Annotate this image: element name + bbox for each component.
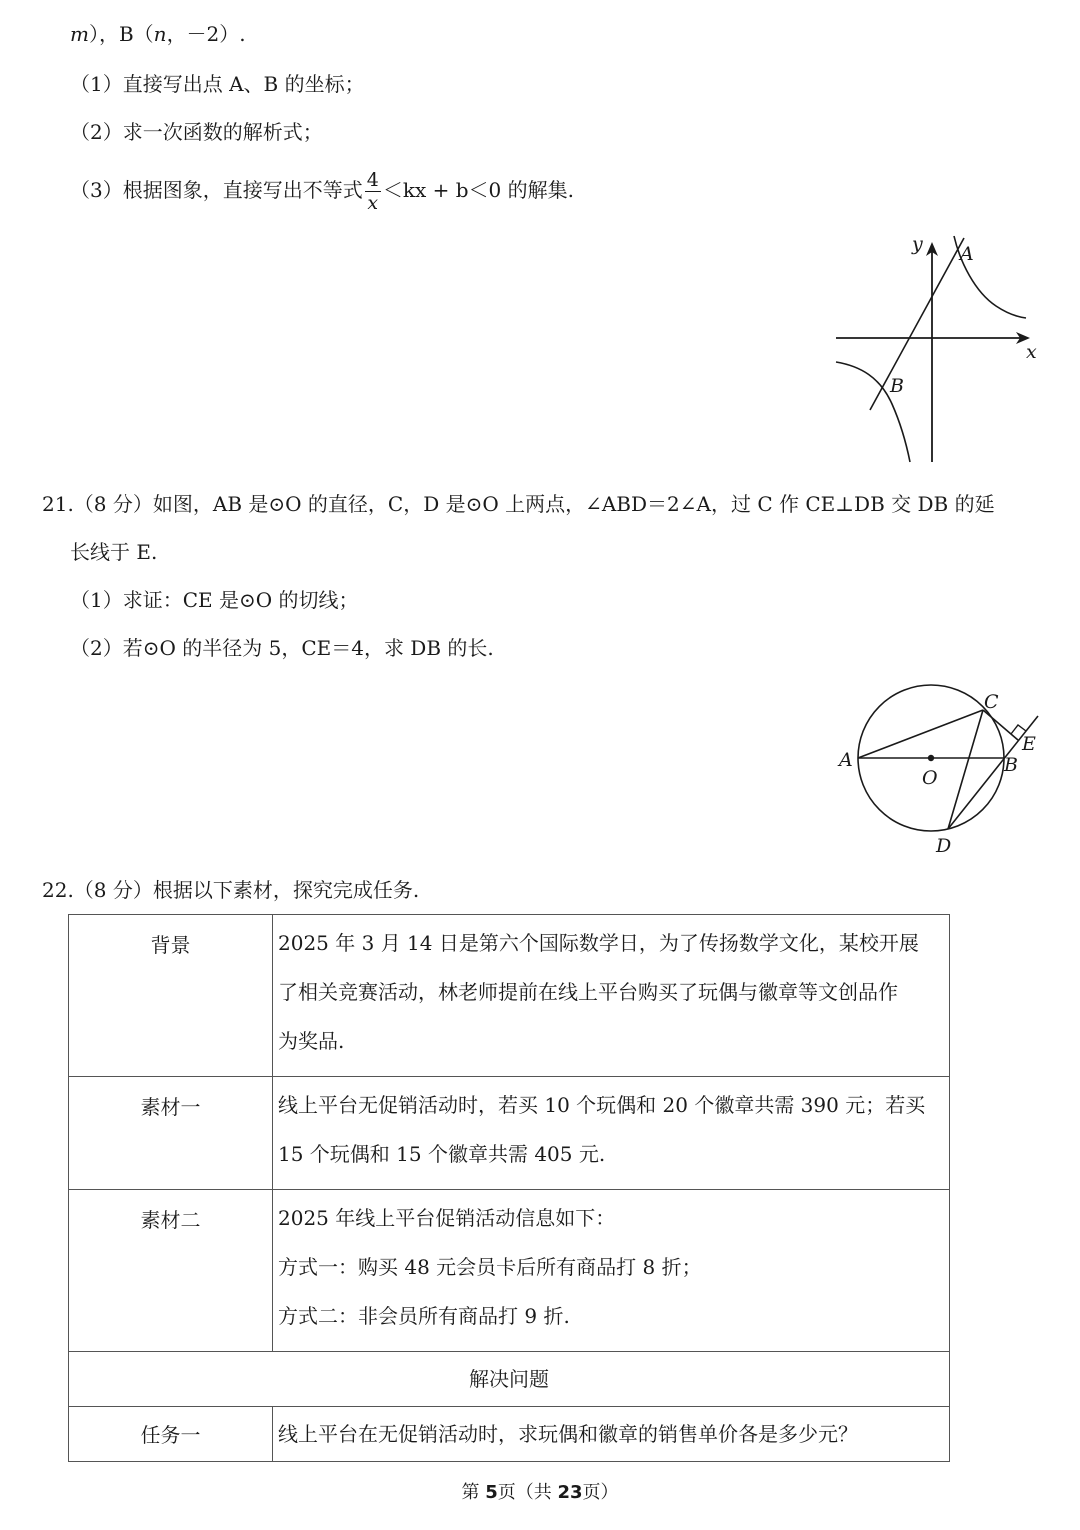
table-row	[69, 1407, 950, 1462]
task1-label: 任务一	[69, 1407, 273, 1462]
row-label: 素材一	[69, 1077, 273, 1190]
label-E: E	[1022, 733, 1036, 755]
q21-stem: 21.（8 分）如图，AB 是⊙O 的直径，C，D 是⊙O 上两点，∠ABD＝2∠A，过 C 作 CE⊥DB 交 DB 的延	[42, 492, 995, 516]
label-B: B	[890, 375, 904, 397]
row-content: 线上平台无促销活动时，若买 10 个玩偶和 20 个徽章共需 390 元；若买 15 个玩偶和 15 个徽章共需 405 元.	[273, 1077, 950, 1190]
q21-circle-figure	[830, 680, 1045, 860]
page-number: 5	[485, 1482, 498, 1503]
table-row	[69, 915, 950, 1077]
label-D: D	[936, 835, 952, 857]
table-row	[69, 1077, 950, 1190]
q20-graph-figure	[830, 232, 1045, 467]
label-A: A	[839, 749, 853, 771]
chord-AC	[858, 710, 983, 758]
label-A: A	[960, 243, 974, 265]
row-label: 背景	[69, 915, 273, 1077]
row-content: 2025 年 3 月 14 日是第六个国际数学日，为了传扬数学文化，某校开展 了相关竞赛活动，林老师提前在线上平台购买了玩偶与徽章等文创品作 为奖品.	[273, 915, 950, 1077]
label-y: y	[912, 233, 923, 255]
page-footer: 第 5页（共 23页）	[461, 1482, 619, 1503]
q20-part1: （1）直接写出点 A、B 的坐标；	[70, 72, 365, 96]
table-row	[69, 1352, 950, 1407]
q21-stem-line2: 长线于 E.	[70, 540, 158, 564]
task1-content: 线上平台在无促销活动时，求玩偶和徽章的销售单价各是多少元？	[273, 1407, 950, 1462]
q20-part3: （3）根据图象，直接写出不等式 $\frac{4}{x}$ ＜kx + b＜0 的解集.	[70, 169, 574, 214]
row-label: 素材二	[69, 1190, 273, 1352]
label-B: B	[1004, 754, 1018, 776]
center-point-O	[928, 755, 934, 761]
page-total: 23	[557, 1482, 583, 1503]
q22-stem: 22.（8 分）根据以下素材，探究完成任务.	[42, 878, 420, 902]
table-row	[69, 1190, 950, 1352]
label-O: O	[922, 767, 938, 789]
q20-continuation: m），B（n，－2）.	[70, 22, 246, 46]
q22-material-table	[68, 914, 950, 1462]
chord-CD	[948, 710, 983, 829]
solve-header: 解决问题	[69, 1352, 950, 1407]
label-C: C	[984, 691, 999, 713]
q20-part2: （2）求一次函数的解析式；	[70, 120, 323, 144]
fraction-4-over-x: $\frac{4}{x}$	[366, 169, 379, 214]
q21-part1: （1）求证：CE 是⊙O 的切线；	[70, 588, 359, 612]
line-kx-plus-b	[870, 238, 964, 410]
q21-part2: （2）若⊙O 的半径为 5，CE＝4，求 DB 的长.	[70, 636, 494, 660]
label-x: x	[1026, 341, 1037, 363]
row-content: 2025 年线上平台促销活动信息如下： 方式一：购买 48 元会员卡后所有商品打 8 折； 方式二：非会员所有商品打 9 折.	[273, 1190, 950, 1352]
